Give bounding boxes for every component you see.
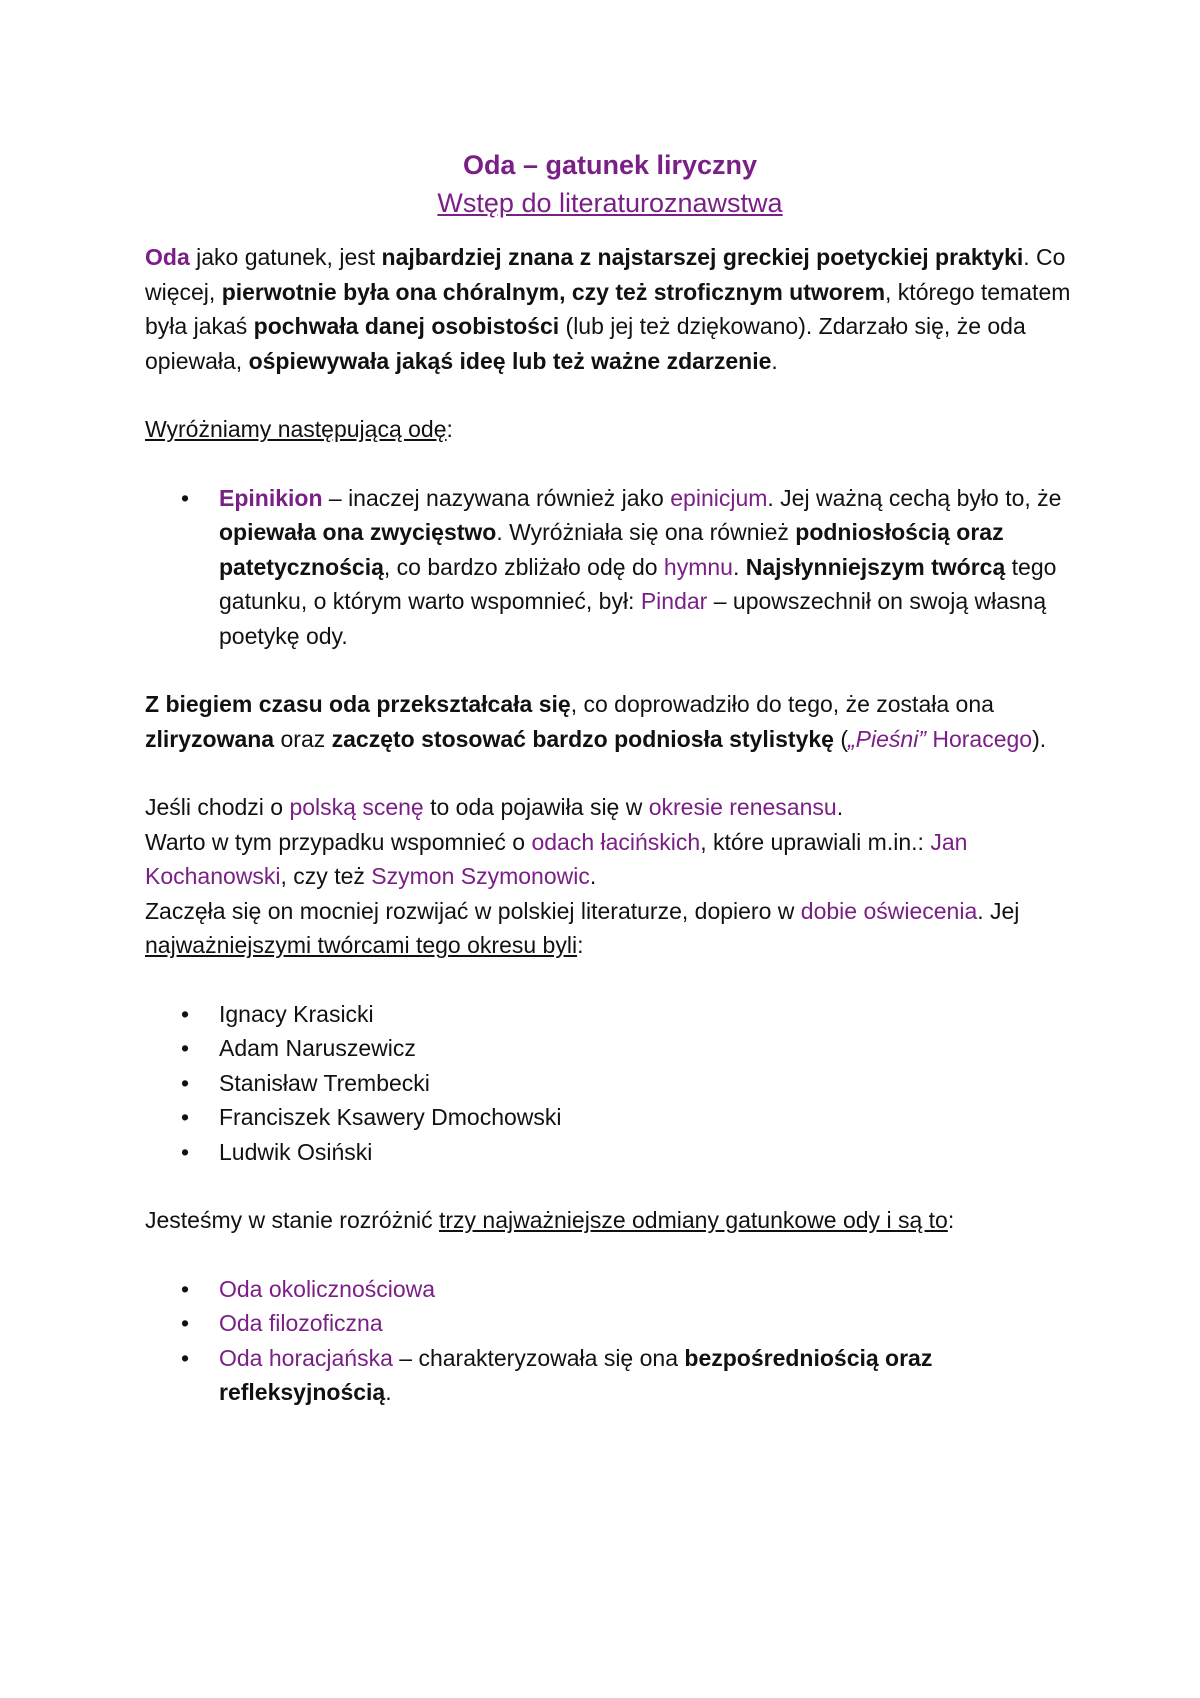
text: . Co więcej, — [145, 244, 1066, 305]
bold-text: podniosłością oraz patetycznością — [219, 519, 1004, 580]
list-item — [145, 1341, 1075, 1410]
text: . — [836, 794, 844, 820]
term-polska-scena: polską scenę — [289, 794, 424, 820]
bullet-icon: • — [181, 484, 190, 511]
varieties-list — [145, 1272, 1075, 1410]
text: . — [771, 347, 778, 374]
bullet-icon: • — [181, 1069, 190, 1096]
list-item — [145, 997, 1075, 1032]
text: – charakteryzowała się ona — [392, 1344, 685, 1371]
author-name: Ignacy Krasicki — [219, 1000, 374, 1027]
text: . — [385, 1379, 392, 1405]
author-name: Adam Naruszewicz — [219, 1035, 416, 1061]
text: . — [589, 863, 597, 889]
underlined-text: trzy najważniejsze odmiany gatunkowe ody i są to — [438, 1207, 948, 1233]
list-item — [145, 1031, 1075, 1066]
bullet-icon: • — [181, 1138, 190, 1165]
text: oraz — [274, 725, 332, 752]
text: , które uprawiali m.in.: — [700, 828, 931, 855]
bold-text: zaczęto stosować bardzo podniosła stylistykę — [331, 725, 834, 752]
intro-paragraph — [145, 240, 1075, 378]
bold-text: ośpiewywała jakąś ideę lub też ważne zdarzenie — [248, 347, 772, 374]
term-szymonowic: Szymon Szymonowic — [371, 863, 590, 889]
page-subtitle: Wstęp do literaturoznawstwa — [437, 188, 783, 218]
term-kochanowski: Jan Kochanowski — [145, 828, 968, 889]
bullet-icon: • — [181, 1344, 190, 1371]
list-item — [145, 1066, 1075, 1101]
poland-paragraph-line1 — [145, 790, 1075, 825]
text: – upowszechnił on swoją własną poetykę ody. — [219, 588, 1047, 649]
bold-text: pochwała danej osobistości — [253, 313, 560, 339]
underlined-text: najważniejszymi twórcami tego okresu byli — [145, 932, 578, 958]
term-renesans: okresie renesansu — [648, 794, 837, 820]
bold-text: bezpośredniością oraz refleksyjnością — [219, 1344, 933, 1405]
text: jako gatunek, jest — [189, 244, 382, 270]
text: tego gatunku, o którym warto wspomnieć, był: — [219, 553, 1057, 614]
poland-paragraph-line3 — [145, 894, 1075, 963]
term-ody-lacinskie: odach łacińskich — [531, 828, 701, 855]
list-item — [145, 1272, 1075, 1307]
underlined-text: Wyróżniamy następującą odę — [145, 416, 447, 442]
text: . Jej ważną cechą było to, że — [767, 484, 1062, 511]
list-item — [145, 1135, 1075, 1170]
ode-types-list — [145, 481, 1075, 654]
text: to oda pojawiła się w — [423, 794, 649, 820]
bullet-icon: • — [181, 1310, 190, 1336]
bold-text: opiewała ona zwycięstwo — [219, 519, 497, 545]
term-epinikion: Epinikion — [219, 484, 323, 511]
author-name: Stanisław Trembecki — [219, 1069, 430, 1096]
horace-paragraph — [145, 687, 1075, 756]
term-oswiecenie: dobie oświecenia — [800, 897, 978, 924]
bullet-icon: • — [181, 1000, 190, 1027]
italic-title: „Pieśni” — [848, 725, 926, 752]
list-item — [145, 1100, 1075, 1135]
list-item — [145, 1306, 1075, 1341]
term-oda: Oda — [145, 244, 190, 270]
poland-paragraph-line2 — [145, 825, 1075, 894]
bullet-icon: • — [181, 1035, 190, 1061]
term-oda-filozoficzna: Oda filozoficzna — [219, 1310, 383, 1336]
bold-text: najbardziej znana z najstarszej greckiej poetyckiej praktyki — [381, 244, 1024, 270]
text: , czy też — [280, 863, 372, 889]
text: , co bardzo zbliżało odę do — [383, 553, 664, 580]
term-epinicjum: epinicjum — [670, 484, 768, 511]
term-pindar: Pindar — [640, 588, 708, 614]
text: (lub jej też dziękowano). Zdarzało się, że oda opiewała, — [145, 313, 1026, 374]
text: ( — [833, 725, 849, 752]
text: , którego tematem była jakaś — [145, 278, 1071, 339]
bold-text: Najsłynniejszym twórcą — [745, 553, 1006, 580]
varieties-intro — [145, 1203, 1075, 1238]
text: : — [577, 932, 584, 958]
bold-text: zliryzowana — [145, 725, 275, 752]
text: Warto w tym przypadku wspomnieć o — [145, 828, 532, 855]
text: . — [732, 553, 746, 580]
list-item-epinikion — [145, 481, 1075, 654]
bullet-icon: • — [181, 1104, 190, 1130]
text: . Jej — [977, 897, 1020, 924]
text: Jesteśmy w stanie rozróżnić — [145, 1207, 439, 1233]
author-name: Ludwik Osiński — [219, 1138, 373, 1165]
bullet-icon: • — [181, 1275, 190, 1302]
text: . Wyróżniała się ona również — [496, 519, 796, 545]
distinguish-heading — [145, 412, 1075, 447]
text: , co doprowadziło do tego, że została ona — [570, 691, 994, 717]
bold-text: pierwotnie była ona chóralnym, czy też stroficznym utworem — [221, 278, 886, 305]
text: : — [446, 416, 453, 442]
text: Jeśli chodzi o — [145, 794, 290, 820]
authors-list — [145, 997, 1075, 1170]
author-name: Franciszek Ksawery Dmochowski — [219, 1104, 562, 1130]
term-oda-horacjanska: Oda horacjańska — [219, 1344, 393, 1371]
document-body — [145, 146, 1075, 1410]
page-title: Oda – gatunek liryczny — [462, 150, 758, 180]
term-horacego: Horacego — [932, 725, 1033, 752]
term-oda-okolicznosciowa: Oda okolicznościowa — [219, 1275, 436, 1302]
text: – inaczej nazywana również jako — [322, 484, 671, 511]
term-hymn: hymnu — [663, 553, 733, 580]
text: ). — [1032, 725, 1047, 752]
bold-text: Z biegiem czasu oda przekształcała się — [145, 691, 571, 717]
text: : — [947, 1207, 955, 1233]
text: Zaczęła się on mocniej rozwijać w polskiej literaturze, dopiero w — [145, 897, 801, 924]
